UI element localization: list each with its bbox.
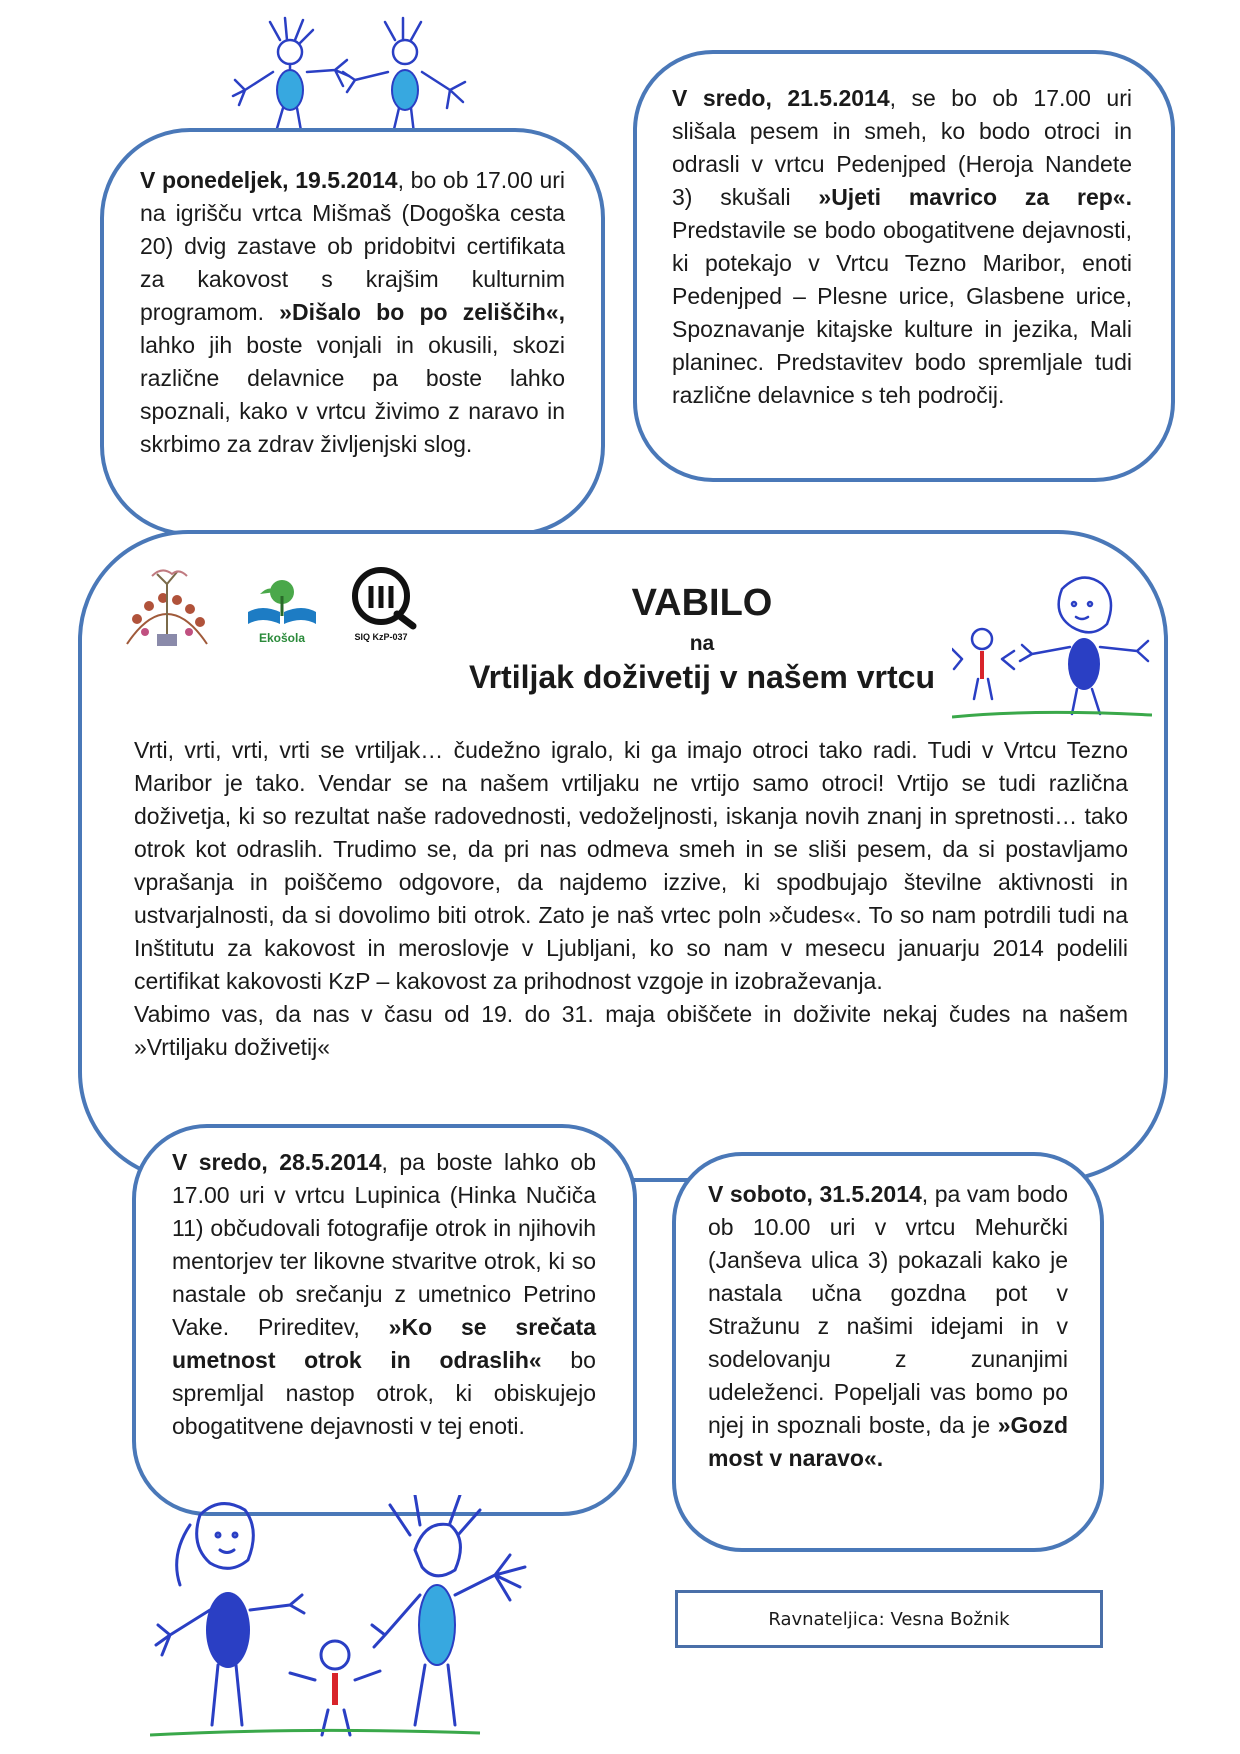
event-desc-wednesday-2-2: bo spremljal nastop otrok, ki obiskujejo obogatitvene dejavnosti v tej enoti. [172,1347,596,1439]
event-desc-saturday-1: , pa vam bodo ob 10.00 uri v vrtcu Mehurčki (Janševa ulica 3) pokazali kako je nastala učna gozdna pot v Stražunu z našimi idejami in v sodelovanju z zunanjimi udeleženci. Popeljali vas bomo po njej in spoznali boste, da je [708,1181,1068,1438]
signature-box [675,1590,1103,1648]
invitation-paragraph-2: Vabimo vas, da nas v času od 19. do 31. maja obiščete in doživite nekaj čudes na našem »Vrtiljaku doživetij« [134,1001,1128,1060]
event-date-wednesday-1: V sredo, 21.5.2014 [672,85,890,111]
event-text-wednesday-2 [172,1146,596,1443]
invitation-na: na [689,632,715,655]
child-drawing-bottom [150,1495,540,1745]
signature-text: Ravnateljica: Vesna Božnik [768,1608,1010,1630]
invitation-body [134,734,1128,1064]
invitation-box [78,530,1168,1182]
ekosola-logo [242,576,322,646]
event-highlight-wednesday-2: »Ko se srečata umetnost otrok in odraslih« [172,1314,596,1373]
invitation-title: VABILO [631,582,773,624]
invitation-subtitle: Vrtiljak doživetij v našem vrtcu [469,659,935,695]
event-desc-monday-2: lahko jih boste vonjali in okusili, skozi različne delavnice pa boste lahko spoznali, kako v vrtcu živimo z naravo in skrbimo za zdrav življenjski slog. [140,332,565,457]
ekosola-label: Ekošola [258,631,306,645]
siq-label: SIQ KzP-037 [354,632,408,642]
event-date-monday: V ponedeljek, 19.5.2014 [140,167,398,193]
child-drawing-right [952,569,1152,719]
event-text-wednesday-1 [672,82,1132,412]
siq-logo [347,564,422,644]
event-highlight-monday: »Dišalo bo po zeliščih«, [279,299,565,325]
event-desc-wednesday-1-1: , se bo ob 17.00 uri slišala pesem in smeh, ko bodo otroci in odrasli v vrtcu Pedenjped (Heroja Nandete 3) skušali [672,85,1132,210]
event-desc-monday-1: , bo ob 17.00 uri na igrišču vrtca Mišmaš (Dogoška cesta 20) dvig zastave ob pridobitvi certifikata za kakovost s krajšim kulturnim programom. [140,167,565,325]
event-date-wednesday-2: V sredo, 28.5.2014 [172,1149,382,1175]
event-desc-wednesday-1-2: Predstavile se bodo obogatitvene dejavnosti, ki potekajo v Vrtcu Tezno Maribor, enoti Pedenjped – Plesne urice, Glasbene urice, Spoznavanje kitajske kulture in jezika, Mali planinec. Predstavitev bodo spremljale tudi različne delavnice s teh področij. [672,217,1132,408]
invitation-paragraph-1: Vrti, vrti, vrti, vrti se vrtiljak… čudežno igralo, ki ga imajo otroci tako radi. Tudi v Vrtcu Tezno Maribor je tako. Vendar se na našem vrtiljaku ne vrtijo samo otroci! Vrtijo se tudi različna doživetja, ki so rezultat naše radovednosti, vedoželjnosti, iskanja novih znanj in spretnosti… tako otrok kot odraslih. Trudimo se, da pri nas odmeva smeh in se sliši pesem, da si postavljamo vprašanja in poiščemo odgovore, da najdemo izzive, ki spodbujajo številne aktivnosti in ustvarjalnosti, da si dovolimo biti otrok. Zato je naš vrtec poln »čudes«. To so nam potrdili tudi na Inštitutu za kakovost in meroslovje v Ljubljani, ko so nam v mesecu januarju 2014 podelili certifikat kakovosti KzP – kakovost za prihodnost vzgoje in izobraževanja. [134,737,1128,994]
event-date-saturday: V soboto, 31.5.2014 [708,1181,922,1207]
event-text-monday [140,164,565,461]
carousel-logo [117,564,217,652]
event-desc-wednesday-2-1: , pa boste lahko ob 17.00 uri v vrtcu Lupinica (Hinka Nučiča 11) občudovali fotografije otrok in njihovih mentorjev ter likovne stvaritve otrok, ki so nastale ob srečanju z umetnico Petrino Vake. Prireditev, [172,1149,597,1340]
event-text-saturday [708,1178,1068,1475]
event-highlight-wednesday-1: »Ujeti mavrico za rep«. [818,184,1132,210]
event-highlight-saturday: »Gozd most v naravo«. [708,1412,1068,1471]
